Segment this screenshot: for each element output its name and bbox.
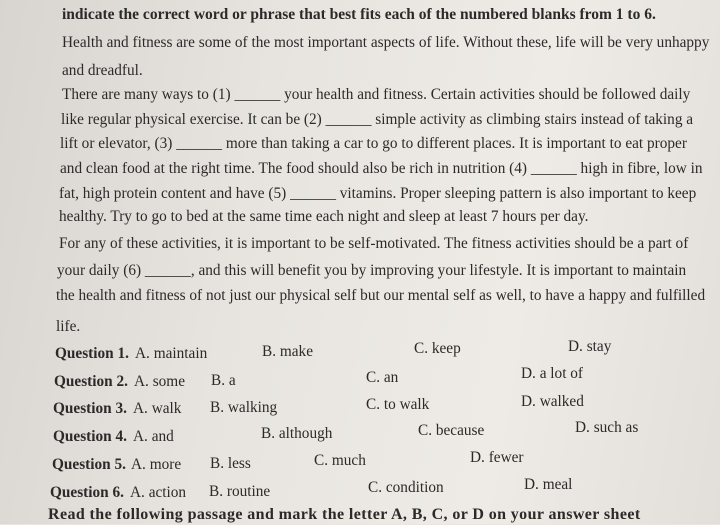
passage-line: and clean food at the right time. The food should also be rich in nutrition (4) ______ high in fibre, low in <box>60 160 703 177</box>
answer-option: B. less <box>210 455 251 472</box>
passage-line: healthy. Try to go to bed at the same time each night and sleep at least 7 hours per day. <box>59 208 589 225</box>
answer-option: C. an <box>366 369 399 386</box>
answer-option: A. maintain <box>135 345 208 362</box>
question-label: Question 2. <box>54 373 128 390</box>
question-label: Question 5. <box>52 456 126 473</box>
answer-option: D. meal <box>524 476 573 493</box>
answer-option: A. more <box>131 456 182 473</box>
answer-option: C. keep <box>414 340 461 357</box>
answer-option: A. action <box>130 484 187 501</box>
passage-line: There are many ways to (1) ______ your health and fitness. Certain activities should be followed daily <box>62 86 691 103</box>
answer-option: D. walked <box>521 393 584 410</box>
question-label: Question 4. <box>53 428 127 445</box>
passage-line: lift or elevator, (3) ______ more than taking a car to go to different places. It is important to eat proper <box>60 135 687 152</box>
next-instruction: Read the following passage and mark the letter A, B, C, or D on your answer sheet <box>48 506 641 523</box>
answer-option: B. although <box>261 425 333 442</box>
passage-line: For any of these activities, it is important to be self-motivated. The fitness activities should be a part of <box>59 235 689 252</box>
answer-option: B. walking <box>210 399 278 416</box>
answer-option: A. walk <box>133 400 182 417</box>
instruction-heading: indicate the correct word or phrase that best fits each of the numbered blanks from 1 to 6. <box>62 6 656 23</box>
answer-option: B. routine <box>209 483 271 500</box>
answer-option: C. because <box>418 422 485 439</box>
answer-option: D. fewer <box>470 449 524 466</box>
question-label: Question 1. <box>55 345 129 362</box>
answer-option: D. such as <box>575 419 639 436</box>
answer-option: B. a <box>211 372 236 389</box>
answer-option: C. to walk <box>366 396 430 413</box>
passage-line: Health and fitness are some of the most important aspects of life. Without these, life will be very unhappy <box>62 34 710 51</box>
answer-option: A. and <box>133 428 174 445</box>
passage-line: your daily (6) ______, and this will benefit you by improving your lifestyle. It is important to maintain <box>57 262 687 279</box>
answer-option: D. a lot of <box>521 365 584 382</box>
passage-line: like regular physical exercise. It can be (2) ______ simple activity as climbing stairs instead of taking a <box>61 111 694 128</box>
passage-line: and dreadful. <box>62 62 143 79</box>
question-label: Question 3. <box>53 400 127 417</box>
answer-option: B. make <box>262 343 313 360</box>
answer-option: D. stay <box>568 338 612 355</box>
passage-line: the health and fitness of not just our physical self but our mental self as well, to have a happy and fulfilled <box>56 287 706 304</box>
answer-option: C. much <box>314 452 366 469</box>
question-label: Question 6. <box>50 484 124 501</box>
passage-line: life. <box>56 318 81 335</box>
answer-option: A. some <box>134 373 185 390</box>
passage-line: fat, high protein content and have (5) ______ vitamins. Proper sleeping pattern is also important to keep <box>59 185 697 202</box>
answer-option: C. condition <box>368 479 444 496</box>
